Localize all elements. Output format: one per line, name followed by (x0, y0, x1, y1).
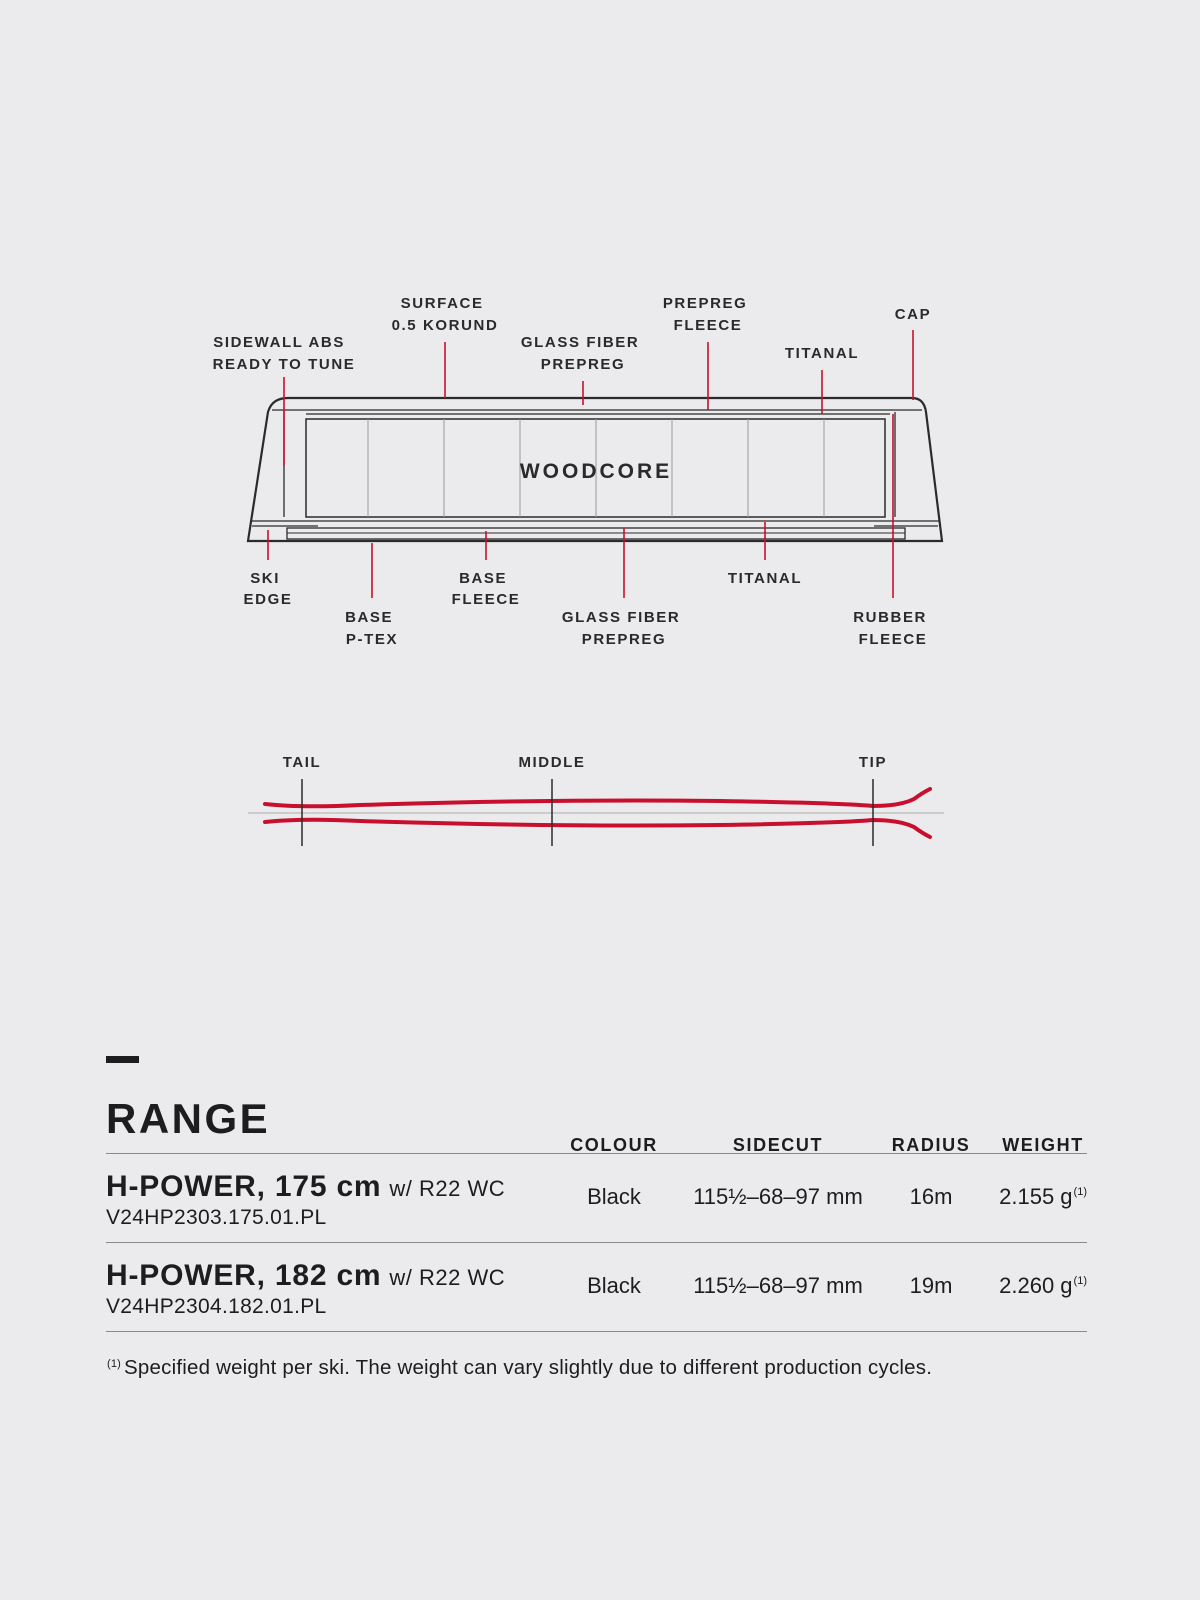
product-name: H-POWER, 182 cm (106, 1259, 382, 1292)
label-prepreg-fleece-line2: FLEECE (673, 317, 743, 334)
label-titanal-top-line1: TITANAL (784, 345, 860, 362)
section-dash (106, 1056, 139, 1063)
cell-weight (999, 1184, 1087, 1210)
column-radius: RADIUS (891, 1135, 971, 1155)
label-rubber-fleece-line2: FLEECE (858, 631, 928, 648)
profile-tip-label: TIP (858, 754, 888, 771)
product-code: V24HP2303.175.01.PL (106, 1206, 327, 1229)
label-base-fleece-line2: FLEECE (451, 591, 521, 608)
label-ski-edge-line2: EDGE (243, 591, 293, 608)
cell-sidecut: 115½–68–97 mm (693, 1184, 863, 1209)
label-cap (895, 306, 931, 323)
cell-colour: Black (587, 1273, 641, 1298)
range-header-row (106, 1087, 1087, 1154)
product-name: H-POWER, 175 cm (106, 1170, 382, 1203)
label-titanal-top (785, 345, 859, 362)
product-binding: w/ R22 WC (389, 1265, 506, 1290)
ski-cross-section (248, 398, 942, 541)
label-base-ptex-line1: BASE (345, 609, 394, 626)
label-surface (392, 295, 499, 334)
label-base-fleece-line1: BASE (459, 570, 508, 587)
label-cap-line1: CAP (894, 306, 932, 323)
table-row (106, 1154, 1087, 1243)
label-titanal-bottom-line1: TITANAL (727, 570, 803, 587)
product-info (106, 1259, 505, 1319)
range-title: RANGE (106, 1095, 271, 1142)
label-base-fleece (452, 570, 521, 608)
weight-value: 2.260 g (999, 1273, 1073, 1298)
label-ski-edge (244, 570, 293, 608)
footnote (106, 1356, 1087, 1380)
label-sidewall-line1: SIDEWALL ABS (213, 334, 345, 351)
footnote-text: Specified weight per ski. The weight can vary slightly due to different production cycles. (124, 1356, 933, 1379)
column-sidecut: SIDECUT (732, 1135, 824, 1155)
label-base-ptex (345, 609, 399, 648)
cell-colour: Black (587, 1184, 641, 1209)
label-glass-fiber-bottom-line2: PREPREG (581, 631, 667, 648)
woodcore-label: WOODCORE (519, 460, 673, 483)
label-titanal-bottom (728, 570, 802, 587)
label-prepreg-fleece (663, 295, 753, 334)
label-rubber-fleece-line1: RUBBER (853, 609, 927, 626)
range-section (106, 1056, 1087, 1380)
product-binding: w/ R22 WC (389, 1176, 506, 1201)
cell-sidecut: 115½–68–97 mm (693, 1273, 863, 1298)
label-base-ptex-line2: P-TEX (345, 631, 399, 648)
weight-footnote-mark: (1) (1073, 1186, 1087, 1198)
label-glass-fiber-top-line1: GLASS FIBER (520, 334, 640, 351)
label-surface-line2: 0.5 KORUND (391, 317, 499, 334)
column-colour: COLOUR (570, 1135, 658, 1155)
label-ski-edge-line1: SKI (250, 570, 281, 587)
label-sidewall (213, 334, 356, 373)
table-row (106, 1243, 1087, 1332)
weight-value: 2.155 g (999, 1184, 1073, 1209)
profile-upper-contour (265, 789, 930, 806)
label-glass-fiber-bottom-line1: GLASS FIBER (561, 609, 681, 626)
cell-radius: 16m (909, 1184, 953, 1209)
label-glass-fiber-top (521, 334, 645, 373)
profile-lower-contour (265, 820, 930, 837)
column-weight: WEIGHT (1002, 1135, 1084, 1155)
label-glass-fiber-top-line2: PREPREG (540, 356, 626, 373)
weight-footnote-mark: (1) (1073, 1275, 1087, 1287)
footnote-mark: (1) (107, 1358, 122, 1370)
label-glass-fiber-bottom (562, 609, 686, 648)
profile-tail-label: TAIL (282, 754, 322, 771)
product-code: V24HP2304.182.01.PL (106, 1295, 327, 1318)
label-surface-line1: SURFACE (400, 295, 484, 312)
cell-weight (999, 1273, 1087, 1299)
label-sidewall-line2: READY TO TUNE (212, 356, 356, 373)
cell-radius: 19m (909, 1273, 953, 1298)
label-prepreg-fleece-line1: PREPREG (662, 295, 748, 312)
label-rubber-fleece (853, 609, 933, 648)
product-info (106, 1170, 505, 1230)
ski-profile (248, 754, 944, 846)
profile-middle-label: MIDDLE (518, 754, 586, 771)
